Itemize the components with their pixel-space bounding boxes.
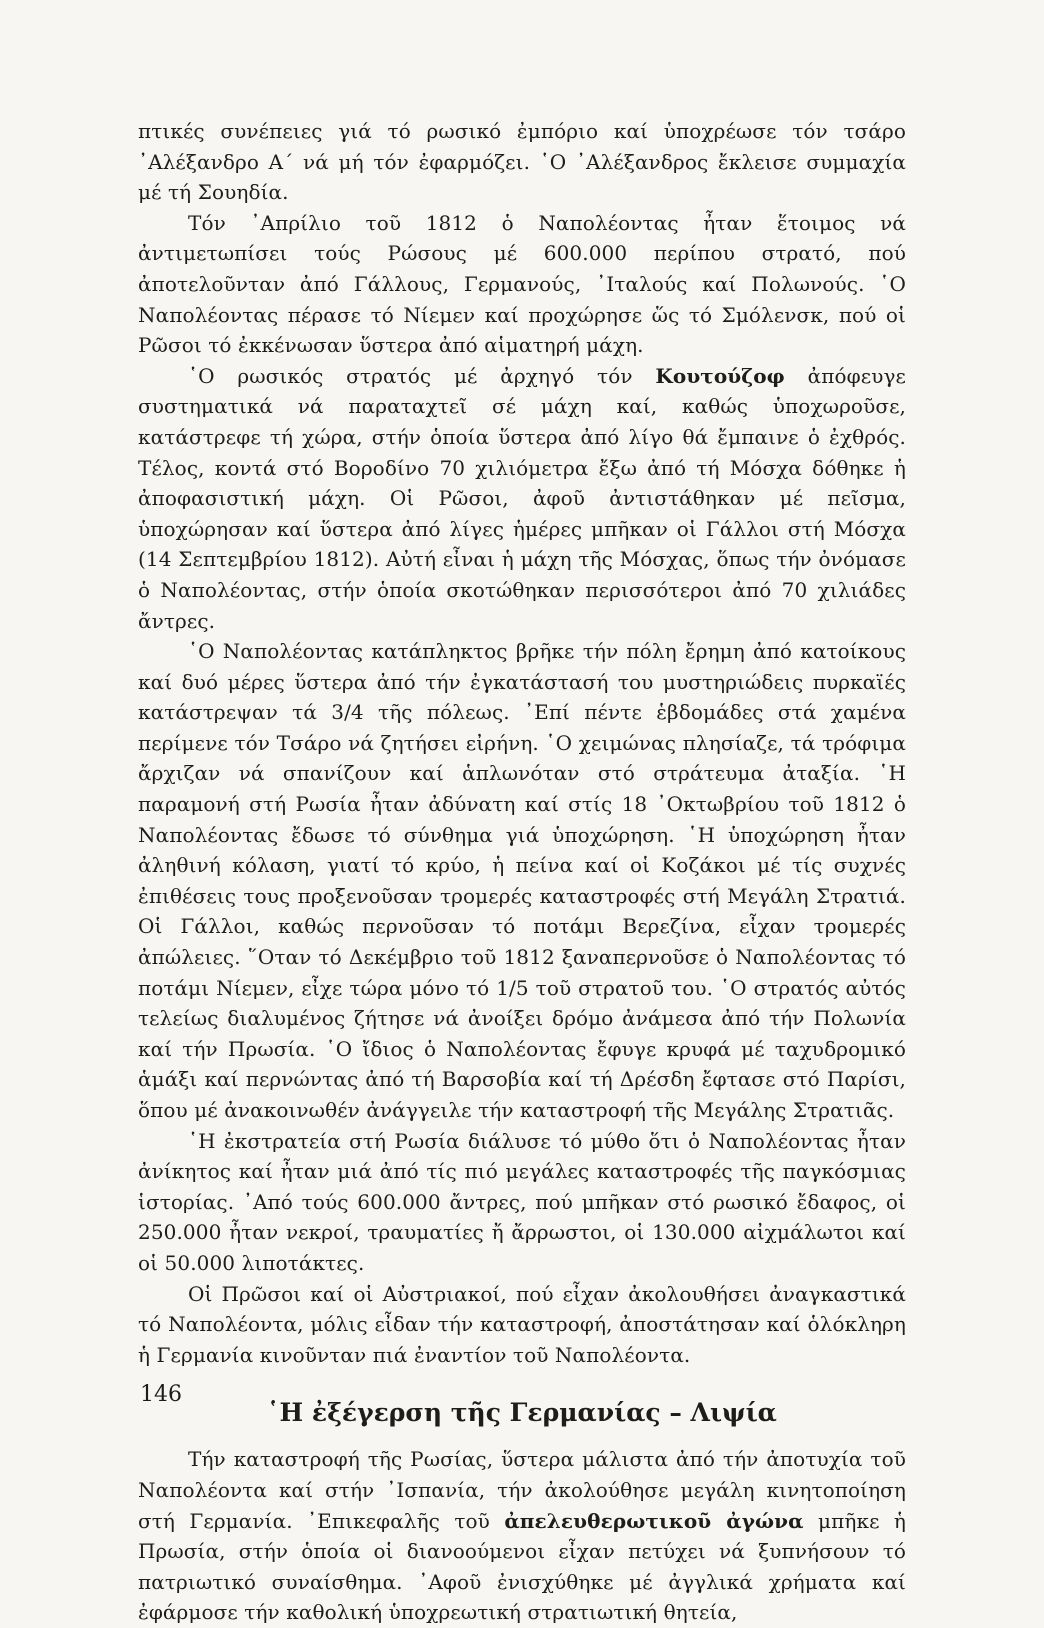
paragraph-4: ῾Ο Ναπολέοντας κατάπληκτος βρῆκε τήν πόλη ἔρημη ἀπό κατοίκους καί δυό μέρες ὕστερα ἀπό τήν ἐγκατάστασή του μυστηριώδεις πυρκαϊές κατάστρεψαν τά 3/4 τῆς πόλεως. ᾿Επί πέντε ἑβδομάδες στά χαμένα περίμενε τόν Τσάρο νά ζητήσει εἰρήνη. ῾Ο χειμώνας πλησίαζε, τά τρόφιμα ἄρχιζαν νά σπανίζουν καί ἁπλωνόταν στό στράτευμα ἀταξία. ῾Η παραμονή στή Ρωσία ἦταν ἀδύνατη καί στίς 18 ᾿Οκτωβρίου τοῦ 1812 ὁ Ναπολέοντας ἔδωσε τό σύνθημα γιά ὑποχώρηση. ῾Η ὑποχώρηση ἦταν ἀληθινή κόλαση, γιατί τό κρύο, ἡ πείνα καί οἱ Κοζάκοι μέ τίς συχνές ἐπιθέσεις τους προξενοῦσαν τρομερές καταστροφές στή Μεγάλη Στρατιά. Οἱ Γάλλοι, καθώς περνοῦσαν τό ποτάμι Βερεζίνα, εἶχαν τρομερές ἀπώλειες. ῞Οταν τό Δεκέμβριο τοῦ 1812 ξαναπερνοῦσε ὁ Ναπολέοντας τό ποτάμι Νίεμεν, εἶχε τώρα μόνο τό 1/5 τοῦ στρατοῦ του. ῾Ο στρατός αὐτός τελείως διαλυμένος ζήτησε νά ἀνοίξει δρόμο ἀνάμεσα ἀπό τήν Πολωνία καί τήν Πρωσία. ῾Ο ἴδιος ὁ Ναπολέοντας ἔφυγε κρυφά μέ ταχυδρομικό ἁμάξι καί περνώντας ἀπό τή Βαρσοβία καί τή Δρέσδη ἔφτασε στό Παρίσι, ὅπου μέ ἀνακοινωθέν ἀνάγγειλε τήν καταστροφή τῆς Μεγάλης Στρατιᾶς.	[138, 639, 906, 1122]
paragraph-3-text-before: ῾Ο ρωσικός στρατός μέ ἀρχηγό τόν	[188, 363, 656, 388]
paragraph-3-text-after: ἀπόφευγε συστηματικά νά παραταχτεῖ σέ μάχη καί, καθώς ὑποχωροῦσε, κατάστρεφε τή χώρα, στήν ὁποία ὕστερα ἀπό λίγο θά ἔμπαινε ὁ ἐχθρός. Τέλος, κοντά στό Βοροδίνο 70 χιλιόμετρα ἔξω ἀπό τή Μόσχα δόθηκε ἡ ἀποφασιστική μάχη. Οἱ Ρῶσοι, ἀφοῦ ἀντιστάθηκαν μέ πεῖσμα, ὑποχώρησαν καί ὕστερα ἀπό λίγες ἡμέρες μπῆκαν οἱ Γάλλοι στή Μόσχα (14 Σεπτεμβρίου 1812). Αὐτή εἶναι ἡ μάχη τῆς Μόσχας, ὅπως τήν ὀνόμασε ὁ Ναπολέοντας, στήν ὁποία σκοτώθηκαν περισσότεροι ἀπό 70 χιλιάδες ἄντρες.	[138, 363, 906, 633]
section-heading: ῾Η ἐξέγερση τῆς Γερμανίας – Λιψία	[267, 1398, 777, 1428]
paragraph-1: πτικές συνέπειες γιά τό ρωσικό ἐμπόριο καί ὑποχρέωσε τόν τσάρο ᾿Αλέξανδρο Α΄ νά μή τόν ἐφαρμόζει. ῾Ο ᾿Αλέξανδρος ἔκλεισε συμμαχία μέ τή Σουηδία.	[138, 119, 906, 205]
paragraph-5: ῾Η ἐκστρατεία στή Ρωσία διάλυσε τό μύθο ὅτι ὁ Ναπολέοντας ἦταν ἀνίκητος καί ἦταν μιά ἀπό τίς πιό μεγάλες καταστροφές τῆς παγκόσμιας ἱστορίας. ᾿Από τούς 600.000 ἄντρες, πού μπῆκαν στό ρωσικό ἔδαφος, οἱ 250.000 ἦταν νεκροί, τραυματίες ἤ ἄρρωστοι, οἱ 130.000 αἰχμάλωτοι καί οἱ 50.000 λιποτάκτες.	[138, 1128, 906, 1275]
section-paragraph-bold: ἀπελευθερωτικοῦ ἀγώνα	[504, 1508, 804, 1533]
page-body	[138, 116, 906, 1628]
paragraph-3-bold: Κουτούζοφ	[655, 363, 785, 388]
paragraph-2: Τόν ᾿Απρίλιο τοῦ 1812 ὁ Ναπολέοντας ἦταν ἕτοιμος νά ἀντιμετωπίσει τούς Ρώσους μέ 600.000 περίπου στρατό, πού ἀποτελοῦνταν ἀπό Γάλλους, Γερμανούς, ᾿Ιταλούς καί Πολωνούς. ῾Ο Ναπολέοντας πέρασε τό Νίεμεν καί προχώρησε ὥς τό Σμόλενσκ, πού οἱ Ρῶσοι τό ἐκκένωσαν ὕστερα ἀπό αἱματηρή μάχη.	[138, 210, 906, 358]
section-paragraph-text-after: μπῆκε ἡ Πρωσία, στήν ὁποία οἱ διανοούμενοι εἶχαν πετύχει νά ξυπνήσουν τό πατριωτικό συναίσθημα. ᾿Αφοῦ ἐνισχύθηκε μέ ἀγγλικά χρήματα καί ἐφάρμοσε τήν καθολική ὑποχρεωτική στρατιωτική θητεία,	[138, 1508, 907, 1625]
page-number: 146	[140, 1382, 182, 1407]
section-paragraph-text-before: Τήν καταστροφή τῆς Ρωσίας, ὕστερα μάλιστα ἀπό τήν ἀποτυχία τοῦ Ναπολέοντα καί στήν ᾿Ισπανία, τήν ἀκολούθησε μεγάλη κινητοποίηση στή Γερμανία. ᾿Επικεφαλῆς τοῦ	[138, 1447, 906, 1533]
section-paragraph	[138, 1444, 906, 1628]
paragraph-6: Οἱ Πρῶσοι καί οἱ Αὐστριακοί, πού εἶχαν ἀκολουθήσει ἀναγκαστικά τό Ναπολέοντα, μόλις εἶδαν τήν καταστροφή, ἀποστάτησαν καί ὁλόκληρη ἡ Γερμανία κινοῦνταν πιά ἐναντίον τοῦ Ναπολέοντα.	[138, 1281, 906, 1367]
paragraph-3	[138, 361, 906, 636]
